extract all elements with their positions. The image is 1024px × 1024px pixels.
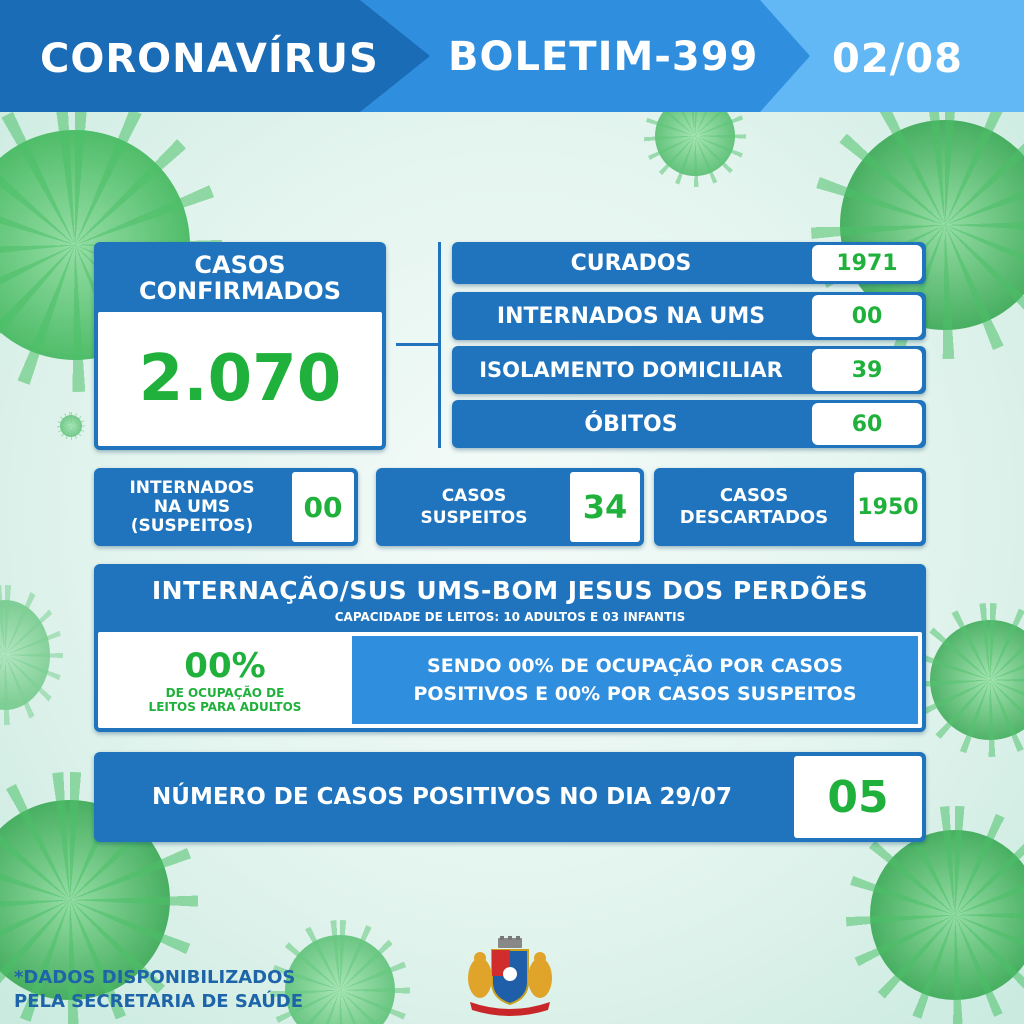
- hospital-title: INTERNAÇÃO/SUS UMS-BOM JESUS DOS PERDÕES: [151, 576, 869, 605]
- suspected-hospitalized-value: 00: [292, 472, 354, 542]
- occupancy-label: DE OCUPAÇÃO DE LEITOS PARA ADULTOS: [148, 686, 302, 714]
- status-row-value: 1971: [812, 245, 922, 281]
- header-banner: [0, 0, 1024, 112]
- suspected-hospitalized-label: INTERNADOS NA UMS (SUSPEITOS): [129, 477, 255, 536]
- virus-icon: [930, 620, 1024, 740]
- status-row-value: 00: [812, 295, 922, 337]
- daily-positives-value: 05: [794, 756, 922, 838]
- status-row-label: ÓBITOS: [584, 411, 678, 437]
- connector-line: [396, 343, 440, 346]
- suspected-cases-value: 34: [570, 472, 640, 542]
- status-row-value: 60: [812, 403, 922, 445]
- status-row-label: ISOLAMENTO DOMICILIAR: [479, 358, 783, 382]
- header-section-title: CORONAVÍRUS: [40, 36, 379, 82]
- occupancy-value: 00%: [184, 646, 266, 686]
- header-date: 02/08: [832, 36, 963, 82]
- hospital-capacity-subtitle: CAPACIDADE DE LEITOS: 10 ADULTOS E 03 INFANTIS: [334, 610, 686, 624]
- discarded-cases-value: 1950: [854, 472, 922, 542]
- connector-bracket: [438, 242, 441, 448]
- suspected-cases-label: CASOS SUSPEITOS: [420, 486, 528, 528]
- daily-positives-label: NÚMERO DE CASOS POSITIVOS NO DIA 29/07: [152, 784, 732, 810]
- discarded-cases-label: CASOS DESCARTADOS: [679, 485, 829, 528]
- virus-icon: [60, 415, 82, 437]
- status-row-label: INTERNADOS NA UMS: [496, 303, 766, 329]
- confirmed-cases-value: 2.070: [98, 312, 382, 446]
- city-crest-icon: [462, 936, 558, 1018]
- status-row-value: 39: [812, 349, 922, 391]
- header-bulletin-number: BOLETIM-399: [448, 34, 759, 80]
- status-row-label: CURADOS: [570, 250, 692, 276]
- virus-icon: [0, 600, 50, 710]
- virus-icon: [870, 830, 1024, 1000]
- confirmed-cases-label: CASOS CONFIRMADOS: [139, 251, 341, 305]
- occupancy-note: SENDO 00% DE OCUPAÇÃO POR CASOS POSITIVOS E 00% POR CASOS SUSPEITOS: [352, 636, 918, 724]
- data-source-note: *DADOS DISPONIBILIZADOS PELA SECRETARIA DE SAÚDE: [14, 967, 304, 1012]
